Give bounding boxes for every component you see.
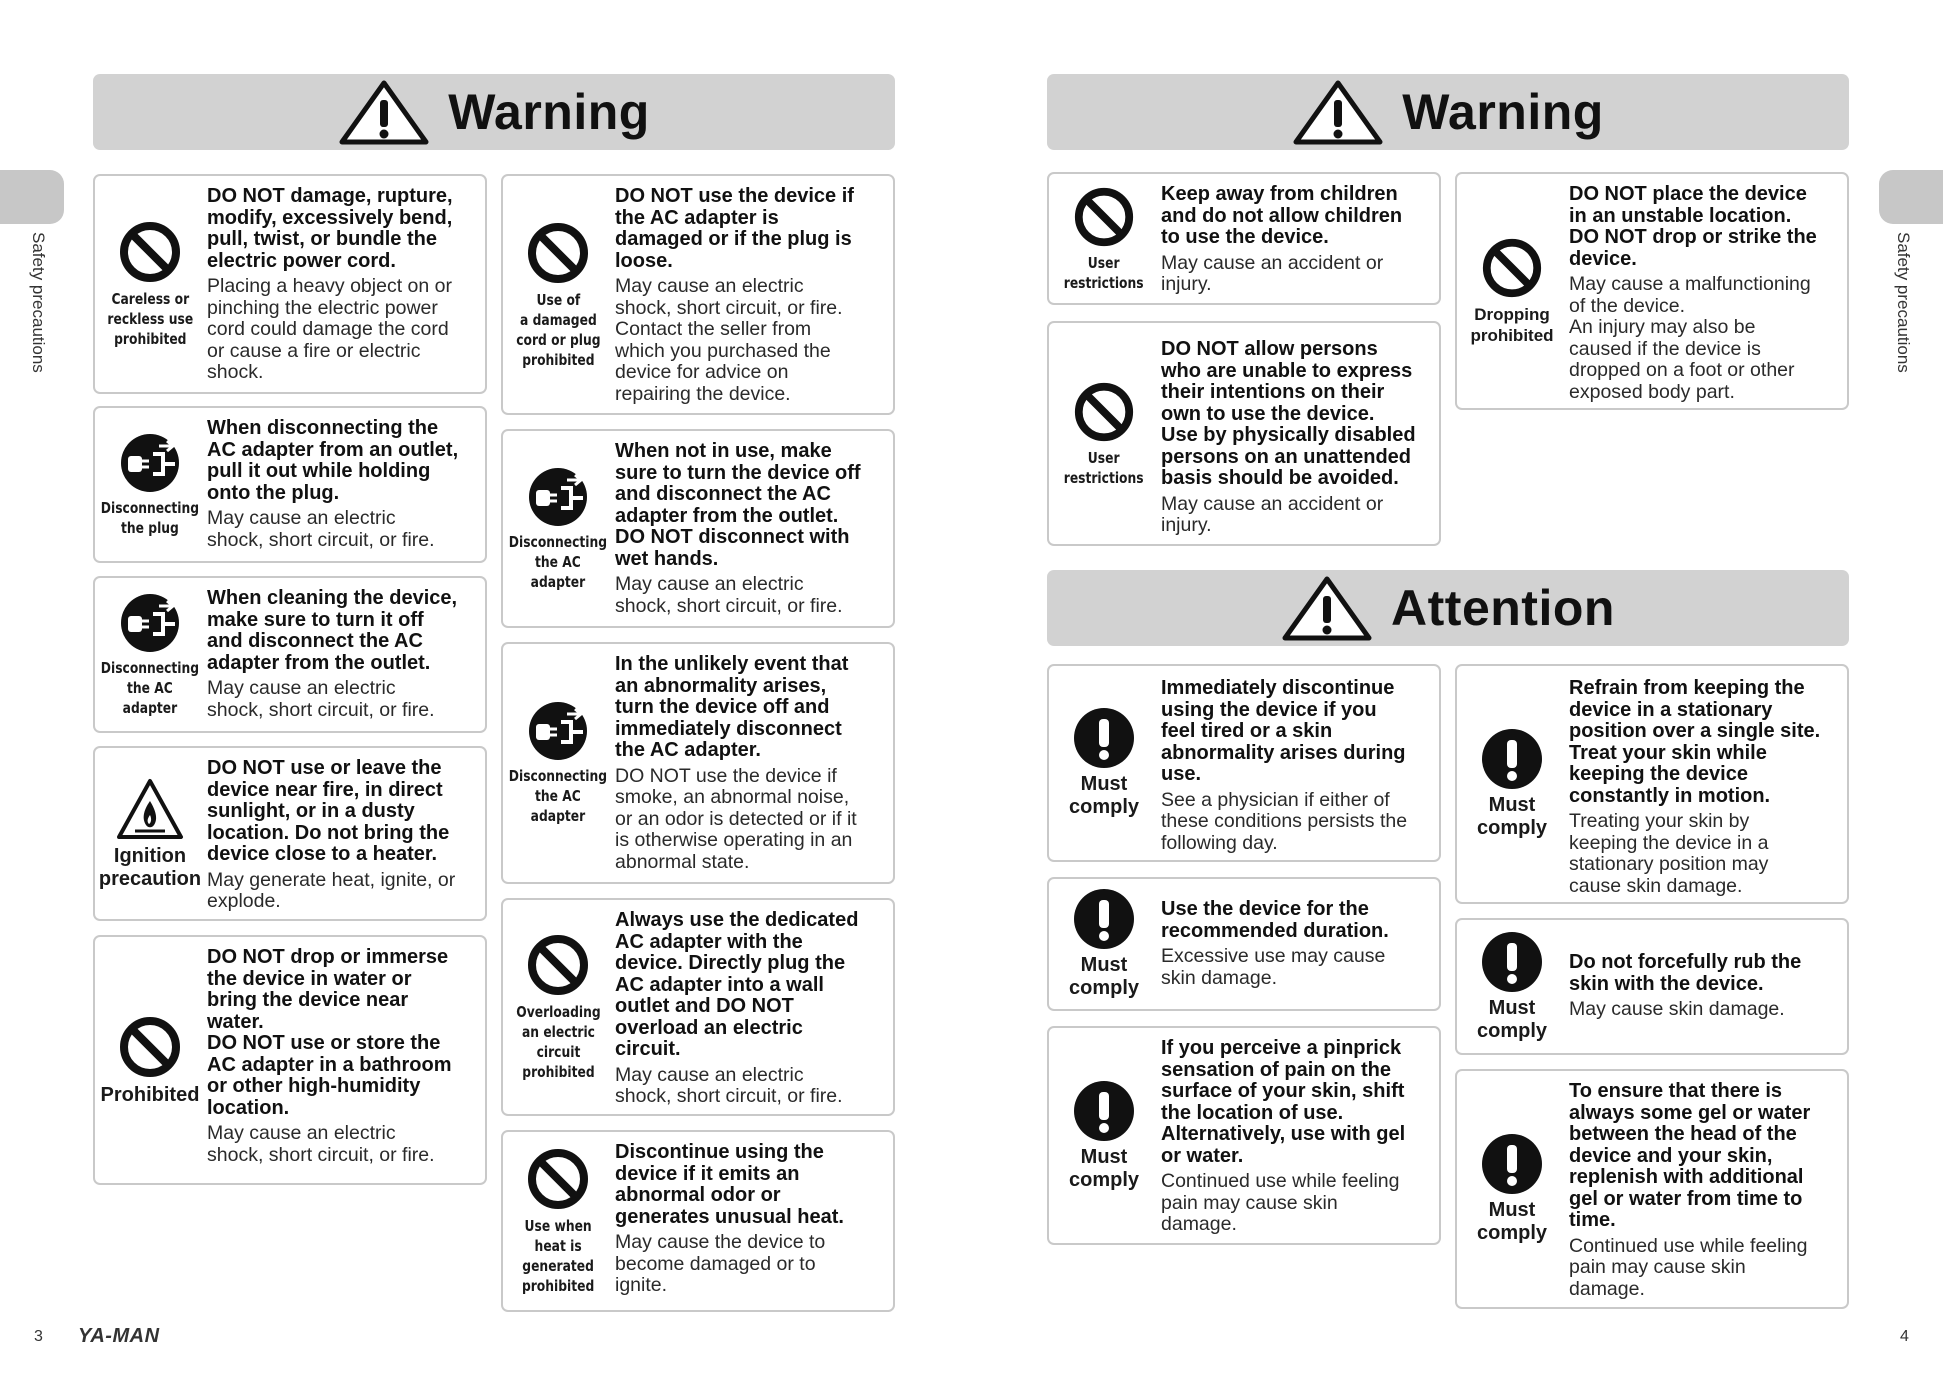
must-comply-icon <box>1073 707 1135 769</box>
symbol-caption: Must comply <box>1068 954 1140 999</box>
attention-body: Continued use while feeling pain may cause skin damage. <box>1569 1234 1808 1300</box>
warning-heading: DO NOT drop or immerse the device in water or bring the device near water. DO NOT use or store the AC adapter in a bathroom or other high-humidity location. <box>207 946 452 1119</box>
attention-heading: Refrain from keeping the device in a stationary position over a single site. Treat your skin while keeping the device constantly in motion. <box>1569 677 1821 807</box>
page-number-left: 3 <box>34 1328 43 1345</box>
brand-logo: YA-MAN <box>78 1325 160 1347</box>
attention-triangle-icon <box>1281 575 1373 641</box>
attention-body: Continued use while feeling pain may cause skin damage. <box>1161 1170 1400 1235</box>
must-comply-icon <box>1073 1080 1135 1142</box>
warning-card <box>501 898 895 1116</box>
symbol-caption: Ignition precaution <box>98 844 202 890</box>
symbol-caption: Must comply <box>1476 1199 1548 1244</box>
warning-banner-left <box>93 74 895 150</box>
symbol-caption: Disconnecting the AC adapter <box>508 532 608 591</box>
warning-card <box>1047 172 1441 305</box>
warning-triangle-icon <box>338 79 430 145</box>
symbol-caption: User restrictions <box>1064 253 1144 292</box>
warning-body: May cause an electric shock, short circuit, or fire. <box>207 677 435 721</box>
side-tab-label-left: Safety precautions <box>29 232 48 373</box>
attention-body: See a physician if either of these conditions persists the following day. <box>1161 788 1408 854</box>
disconnect-plug-icon <box>527 700 589 762</box>
attention-card <box>1455 664 1849 904</box>
must-comply-icon <box>1481 728 1543 790</box>
warning-heading: Discontinue using the device if it emits an abnormal odor or generates unusual heat. <box>615 1141 844 1228</box>
attention-banner-title: Attention <box>1391 580 1615 636</box>
warning-body: May cause an accident or injury. <box>1161 492 1384 536</box>
symbol-caption: Prohibited <box>100 1083 200 1106</box>
symbol-caption: Overloading an electric circuit prohibited <box>515 1003 601 1081</box>
warning-card <box>93 935 487 1185</box>
attention-heading: Use the device for the recommended duration. <box>1161 898 1389 942</box>
symbol-caption: Must comply <box>1476 794 1548 839</box>
disconnect-plug-icon <box>527 466 589 528</box>
attention-heading: Do not forcefully rub the skin with the device. <box>1569 951 1802 995</box>
warning-body: Placing a heavy object on or pinching the electric power cord could damage the cord or cause a fire or electric shock. <box>207 275 452 383</box>
side-tab-right <box>1879 170 1943 224</box>
prohibited-icon <box>525 932 591 998</box>
fire-warning-icon <box>115 777 185 841</box>
must-comply-icon <box>1481 1133 1543 1195</box>
warning-card <box>1047 321 1441 546</box>
warning-card <box>1455 172 1849 410</box>
warning-card <box>501 429 895 628</box>
prohibited-icon <box>1072 380 1136 444</box>
warning-heading: DO NOT place the device in an unstable location. DO NOT drop or strike the device. <box>1569 183 1817 270</box>
warning-heading: DO NOT use the device if the AC adapter is damaged or if the plug is loose. <box>615 185 854 272</box>
symbol-caption: Must comply <box>1476 996 1548 1042</box>
attention-heading: Immediately discontinue using the device if you feel tired or a skin abnormality arises during use. <box>1161 677 1406 785</box>
symbol-caption: Disconnecting the plug <box>100 498 200 537</box>
attention-card <box>1047 664 1441 862</box>
warning-heading: Always use the dedicated AC adapter with the device. Directly plug the AC adapter into a wall outlet and DO NOT overload an electric circuit. <box>615 909 859 1060</box>
warning-heading: When disconnecting the AC adapter from an outlet, pull it out while holding onto the plug. <box>207 417 459 504</box>
warning-heading: DO NOT damage, rupture, modify, excessively bend, pull, twist, or bundle the electric power cord. <box>207 185 453 272</box>
warning-triangle-icon <box>1292 79 1384 145</box>
warning-body: May generate heat, ignite, or explode. <box>207 868 456 912</box>
attention-card <box>1047 1026 1441 1245</box>
warning-body: May cause an accident or injury. <box>1161 251 1384 295</box>
warning-heading: Keep away from children and do not allow children to use the device. <box>1161 183 1403 248</box>
warning-heading: DO NOT use or leave the device near fire, in direct sunlight, or in a dusty location. Do not bring the device close to a heater. <box>207 757 450 865</box>
symbol-caption: Disconnecting the AC adapter <box>100 658 200 717</box>
attention-card <box>1455 1069 1849 1309</box>
warning-body: May cause an electric shock, short circuit, or fire. Contact the seller from which you purchased the device for advice on repairing the device. <box>615 275 843 405</box>
warning-heading: When not in use, make sure to turn the device off and disconnect the AC adapter from the outlet. DO NOT disconnect with wet hands. <box>615 440 861 570</box>
warning-heading: DO NOT allow persons who are unable to express their intentions on their own to use the device. Use by physically disabled persons on an unattended basis should be avoided. <box>1161 338 1416 489</box>
warning-card <box>93 576 487 733</box>
must-comply-icon <box>1073 888 1135 950</box>
attention-card <box>1047 877 1441 1011</box>
warning-body: May cause a malfunctioning of the device. An injury may also be caused if the device is dropped on a foot or other exposed body part. <box>1569 273 1811 403</box>
warning-card <box>501 174 895 415</box>
warning-body: May cause an electric shock, short circuit, or fire. <box>615 1063 843 1107</box>
side-tab-label-right: Safety precautions <box>1894 232 1913 373</box>
warning-card <box>93 406 487 563</box>
prohibited-icon <box>525 1146 591 1212</box>
warning-card <box>93 746 487 921</box>
symbol-caption: Careless or reckless use prohibited <box>107 290 193 348</box>
attention-body: Excessive use may cause skin damage. <box>1161 945 1386 989</box>
attention-heading: If you perceive a pinprick sensation of pain on the surface of your skin, shift the location of use. Alternatively, use with gel or water. <box>1161 1037 1406 1167</box>
warning-card <box>501 642 895 884</box>
symbol-caption: Dropping prohibited <box>1470 305 1554 345</box>
prohibited-icon <box>117 1014 183 1080</box>
symbol-caption: Use of a damaged cord or plug prohibited <box>515 290 601 369</box>
warning-body: May cause an electric shock, short circuit, or fire. <box>207 1122 435 1166</box>
warning-body: May cause an electric shock, short circuit, or fire. <box>615 573 843 617</box>
disconnect-plug-icon <box>119 592 181 654</box>
symbol-caption: User restrictions <box>1064 448 1144 487</box>
symbol-caption: Disconnecting the AC adapter <box>508 767 608 825</box>
disconnect-plug-icon <box>119 432 181 494</box>
page-number-right: 4 <box>1900 1328 1909 1345</box>
warning-card <box>501 1130 895 1312</box>
prohibited-icon <box>1480 236 1544 300</box>
warning-card <box>93 174 487 394</box>
warning-banner-right <box>1047 74 1849 150</box>
must-comply-icon <box>1481 931 1543 993</box>
warning-body: DO NOT use the device if smoke, an abnormal noise, or an odor is detected or if it is otherwise operating in an abnormal state. <box>615 764 857 873</box>
warning-body: May cause the device to become damaged or to ignite. <box>615 1231 826 1296</box>
warning-banner-title: Warning <box>1402 84 1604 140</box>
prohibited-icon <box>117 219 183 285</box>
attention-body: May cause skin damage. <box>1569 998 1785 1020</box>
prohibited-icon <box>525 220 591 286</box>
prohibited-icon <box>1072 185 1136 249</box>
warning-heading: In the unlikely event that an abnormality arises, turn the device off and immediately disconnect the AC adapter. <box>615 653 849 761</box>
attention-banner <box>1047 570 1849 646</box>
warning-body: May cause an electric shock, short circuit, or fire. <box>207 507 435 551</box>
warning-heading: When cleaning the device, make sure to turn it off and disconnect the AC adapter from the outlet. <box>207 587 458 674</box>
symbol-caption: Use when heat is generated prohibited <box>521 1217 595 1295</box>
symbol-caption: Must comply <box>1068 1145 1140 1191</box>
attention-card <box>1455 918 1849 1055</box>
warning-banner-title: Warning <box>448 84 650 140</box>
attention-body: Treating your skin by keeping the device in a stationary position may cause skin damage. <box>1569 810 1769 897</box>
side-tab-left <box>0 170 64 224</box>
symbol-caption: Must comply <box>1068 773 1140 818</box>
attention-heading: To ensure that there is always some gel or water between the head of the device and your skin, replenish with additional gel or water from time to time. <box>1569 1080 1811 1231</box>
